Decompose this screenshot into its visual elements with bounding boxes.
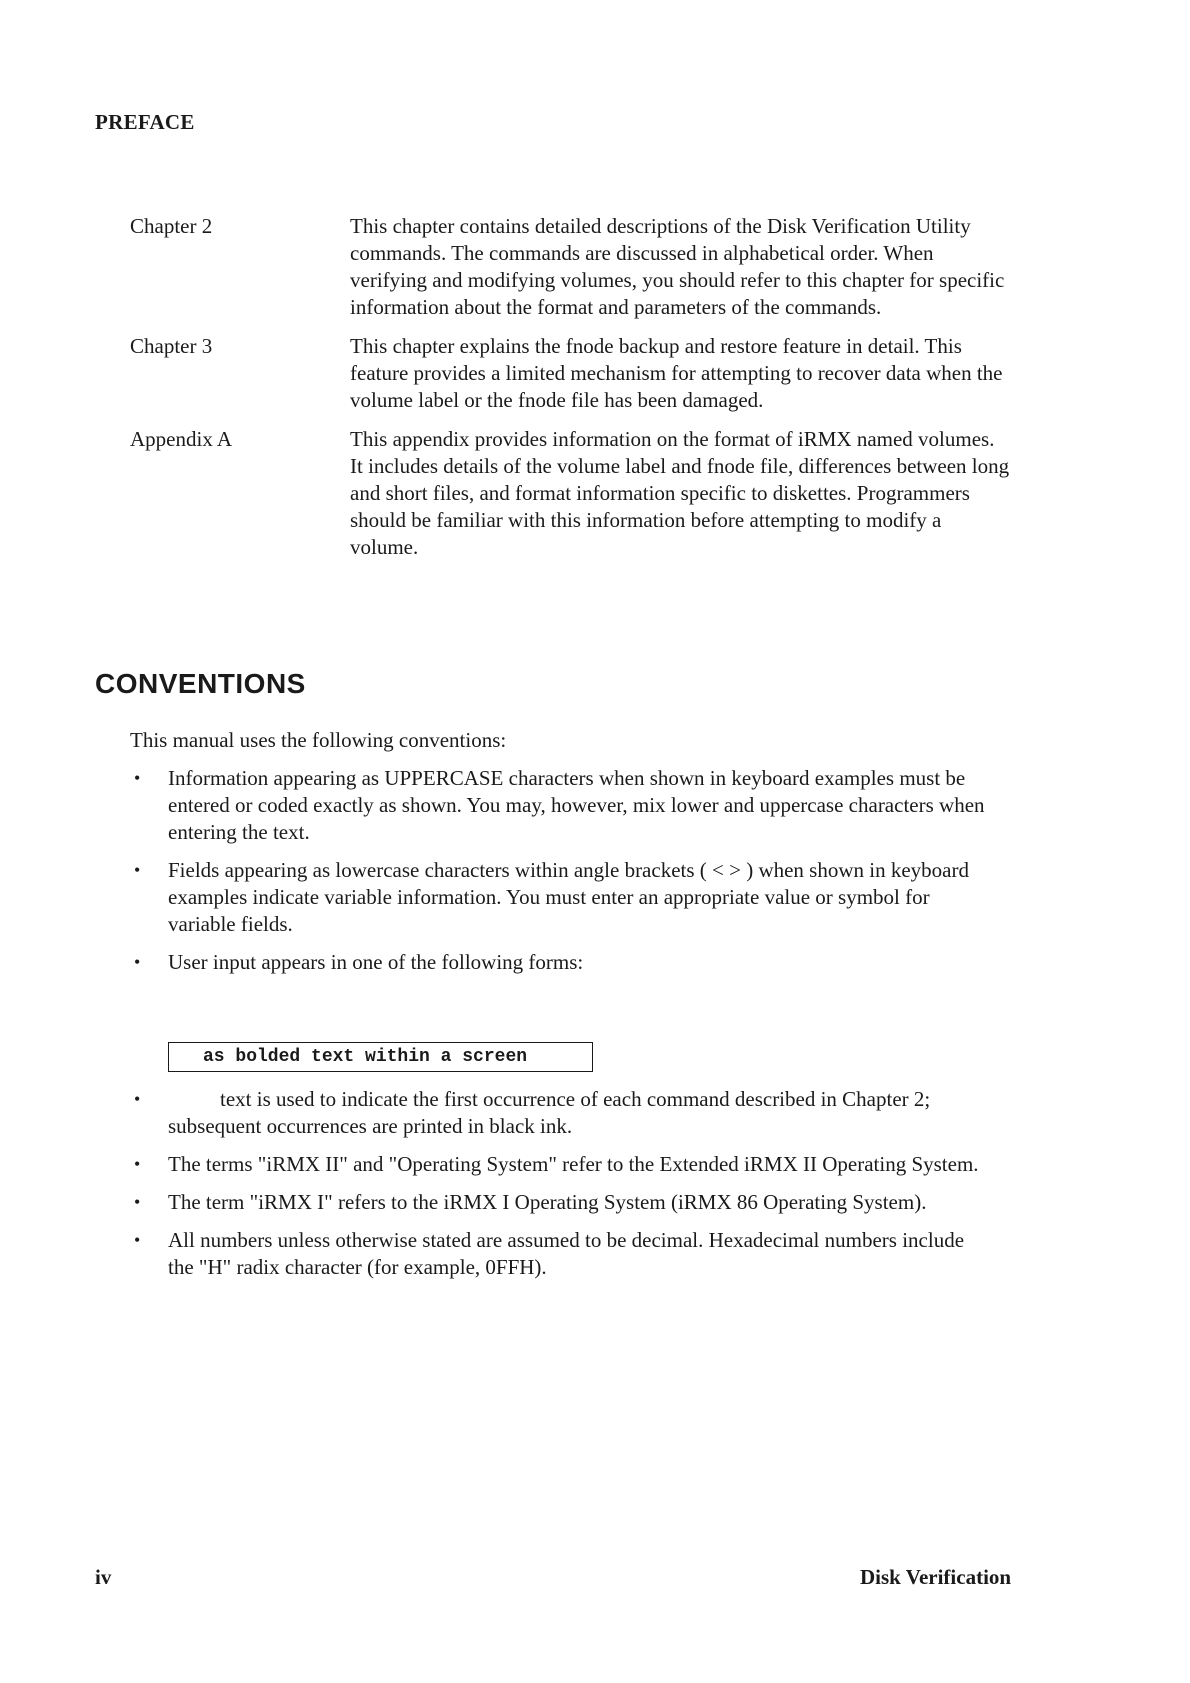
list-item-text: All numbers unless otherwise stated are assumed to be decimal. Hexadecimal numbers include the "H" radix character (for example, 0FFH).	[168, 1228, 965, 1279]
conventions-list-continued	[130, 1086, 990, 1292]
conventions-intro: This manual uses the following conventions:	[130, 728, 507, 752]
list-item	[130, 857, 990, 938]
bullet-icon: •	[134, 1230, 141, 1250]
outline-row	[130, 213, 1010, 321]
outline-description: This chapter contains detailed descriptions of the Disk Verification Utility commands. The commands are discussed in alphabetical order. When verifying and modifying volumes, you should refer to this chapter for specific information about the format and parameters of the commands.	[350, 214, 1005, 319]
list-item-text: text is used to indicate the first occurrence of each command described in Chapter 2; subsequent occurrences are printed in black ink.	[168, 1087, 931, 1138]
list-item-text: Information appearing as UPPERCASE characters when shown in keyboard examples must be entered or coded exactly as shown. You may, however, mix lower and uppercase characters when entering the text.	[168, 766, 985, 844]
outline-description: This appendix provides information on the format of iRMX named volumes. It includes details of the volume label and fnode file, differences between long and short files, and format information specific to diskettes. Programmers should be familiar with this information before attempting to modify a volume.	[350, 427, 1010, 559]
list-item-text: Fields appearing as lowercase characters within angle brackets ( < > ) when shown in keyboard examples indicate variable information. You must enter an appropriate value or symbol for variable fields.	[168, 858, 969, 936]
bullet-icon: •	[134, 768, 141, 788]
outline-row	[130, 333, 1010, 414]
screen-example-box: as bolded text within a screen	[168, 1042, 593, 1072]
bullet-icon: •	[134, 860, 141, 880]
chapter-outline	[130, 213, 1010, 573]
page-number: iv	[95, 1565, 112, 1589]
outline-term: Chapter 3	[130, 334, 213, 358]
list-item	[130, 949, 990, 976]
bullet-icon: •	[134, 1192, 141, 1212]
outline-row	[130, 426, 1010, 561]
bullet-icon: •	[134, 952, 141, 972]
section-header: PREFACE	[95, 110, 195, 134]
list-item	[130, 765, 990, 846]
list-item-text: The terms "iRMX II" and "Operating System" refer to the Extended iRMX II Operating System.	[168, 1152, 979, 1176]
list-item-text: The term "iRMX I" refers to the iRMX I Operating System (iRMX 86 Operating System).	[168, 1190, 927, 1214]
outline-description: This chapter explains the fnode backup and restore feature in detail. This feature provides a limited mechanism for attempting to recover data when the volume label or the fnode file has been damaged.	[350, 334, 1003, 412]
list-item-text: User input appears in one of the following forms:	[168, 950, 584, 974]
bullet-icon: •	[134, 1154, 141, 1174]
conventions-heading: CONVENTIONS	[95, 668, 306, 699]
outline-term: Appendix A	[130, 427, 233, 451]
list-item	[130, 1189, 990, 1216]
conventions-list	[130, 765, 990, 987]
bullet-icon: •	[134, 1089, 141, 1109]
list-item	[130, 1151, 990, 1178]
list-item	[130, 1227, 990, 1281]
list-item	[130, 1086, 990, 1140]
footer-title: Disk Verification	[860, 1565, 1012, 1589]
outline-term: Chapter 2	[130, 214, 213, 238]
